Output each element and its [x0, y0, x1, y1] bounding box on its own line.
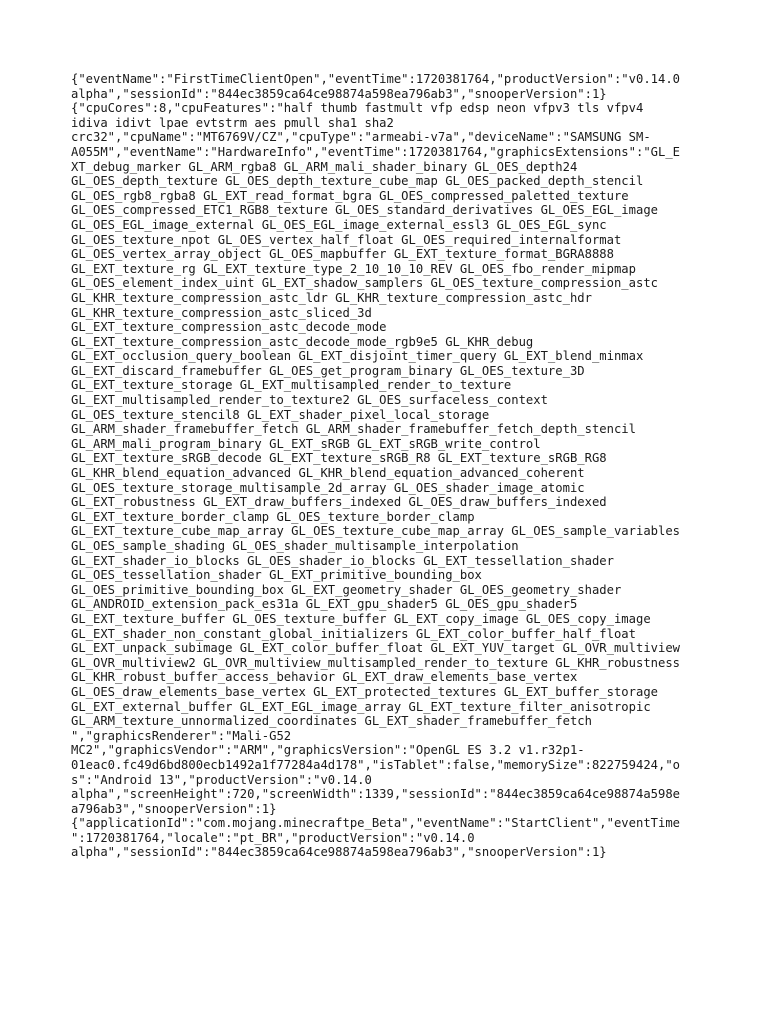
text-line: GL_EXT_unpack_subimage GL_EXT_color_buffer_float GL_EXT_YUV_target GL_OVR_multiview: [71, 641, 681, 656]
text-line: GL_EXT_discard_framebuffer GL_OES_get_program_binary GL_OES_texture_3D: [71, 363, 585, 378]
text-line: GL_OES_texture_storage_multisample_2d_array GL_OES_shader_image_atomic: [71, 480, 585, 495]
text-line: GL_OVR_multiview2 GL_OVR_multiview_multisampled_render_to_texture GL_KHR_robustness: [71, 655, 681, 670]
text-line: alpha","screenHeight":720,"screenWidth":1339,"sessionId":"844ec3859ca64ce98874a598e: [71, 787, 681, 802]
text-line: GL_EXT_texture_rg GL_EXT_texture_type_2_10_10_10_REV GL_OES_fbo_render_mipmap: [71, 261, 636, 276]
text-line: GL_ARM_texture_unnormalized_coordinates GL_EXT_shader_framebuffer_fetch: [71, 714, 592, 729]
text-line: GL_OES_texture_npot GL_OES_vertex_half_float GL_OES_required_internalformat: [71, 232, 622, 247]
text-line: {"eventName":"FirstTimeClientOpen","eventTime":1720381764,"productVersion":"v0.14.0: [71, 72, 681, 86]
text-line: GL_ANDROID_extension_pack_es31a GL_EXT_gpu_shader5 GL_OES_gpu_shader5: [71, 597, 578, 612]
text-line: GL_OES_compressed_ETC1_RGB8_texture GL_OES_standard_derivatives GL_OES_EGL_image: [71, 203, 658, 218]
text-line: GL_EXT_multisampled_render_to_texture2 GL_OES_surfaceless_context: [71, 393, 548, 408]
text-line: s":"Android 13","productVersion":"v0.14.0: [71, 772, 372, 787]
text-line: GL_OES_element_index_uint GL_EXT_shadow_samplers GL_OES_texture_compression_astc: [71, 276, 658, 291]
text-line: {"applicationId":"com.mojang.minecraftpe_Beta","eventName":"StartClient","eventTime: [71, 816, 681, 831]
text-line: GL_EXT_texture_cube_map_array GL_OES_texture_cube_map_array GL_OES_sample_variables: [71, 524, 681, 539]
text-line: idiva idivt lpae evtstrm aes pmull sha1 sha2: [71, 115, 394, 130]
text-line: GL_EXT_occlusion_query_boolean GL_EXT_disjoint_timer_query GL_EXT_blend_minmax: [71, 349, 644, 364]
text-line: crc32","cpuName":"MT6769V/CZ","cpuType":"armeabi-v7a","deviceName":"SAMSUNG SM-: [71, 130, 651, 145]
text-line: GL_OES_vertex_array_object GL_OES_mapbuffer GL_EXT_texture_format_BGRA8888: [71, 247, 614, 262]
text-line: GL_EXT_texture_buffer GL_OES_texture_buffer GL_EXT_copy_image GL_OES_copy_image: [71, 611, 651, 626]
log-text-block: [71, 72, 761, 860]
text-line: 01eac0.fc49d6bd800ecb1492a1f77284a4d178","isTablet":false,"memorySize":822759424,"o: [71, 757, 681, 772]
text-line: GL_EXT_texture_storage GL_EXT_multisampled_render_to_texture: [71, 378, 512, 393]
text-line: GL_OES_depth_texture GL_OES_depth_texture_cube_map GL_OES_packed_depth_stencil: [71, 174, 644, 189]
text-line: GL_EXT_texture_border_clamp GL_OES_texture_border_clamp: [71, 509, 475, 524]
text-line: GL_OES_sample_shading GL_OES_shader_multisample_interpolation: [71, 539, 519, 553]
text-line: GL_ARM_shader_framebuffer_fetch GL_ARM_shader_framebuffer_fetch_depth_stencil: [71, 422, 636, 437]
text-line: GL_KHR_robust_buffer_access_behavior GL_EXT_draw_elements_base_vertex: [71, 670, 578, 685]
text-line: GL_OES_primitive_bounding_box GL_EXT_geometry_shader GL_OES_geometry_shader: [71, 582, 622, 597]
text-line: MC2","graphicsVendor":"ARM","graphicsVersion":"OpenGL ES 3.2 v1.r32p1-: [71, 743, 585, 758]
text-line: a796ab3","snooperVersion":1}: [71, 801, 277, 816]
text-line: GL_EXT_shader_io_blocks GL_OES_shader_io_blocks GL_EXT_tessellation_shader: [71, 553, 614, 568]
text-line: GL_EXT_robustness GL_EXT_draw_buffers_indexed GL_OES_draw_buffers_indexed: [71, 495, 607, 510]
text-line: GL_OES_draw_elements_base_vertex GL_EXT_protected_textures GL_EXT_buffer_storage: [71, 684, 658, 699]
text-line: XT_debug_marker GL_ARM_rgba8 GL_ARM_mali_shader_binary GL_OES_depth24: [71, 159, 578, 174]
text-line: GL_OES_rgb8_rgba8 GL_EXT_read_format_bgra GL_OES_compressed_paletted_texture: [71, 188, 629, 203]
text-line: GL_KHR_blend_equation_advanced GL_KHR_blend_equation_advanced_coherent: [71, 466, 585, 481]
text-line: GL_EXT_texture_compression_astc_decode_mode_rgb9e5 GL_KHR_debug: [71, 334, 534, 349]
text-line: GL_OES_EGL_image_external GL_OES_EGL_image_external_essl3 GL_OES_EGL_sync: [71, 217, 607, 232]
text-line: A055M","eventName":"HardwareInfo","eventTime":1720381764,"graphicsExtensions":"GL_E: [71, 144, 681, 159]
text-line: GL_ARM_mali_program_binary GL_EXT_sRGB GL_EXT_sRGB_write_control: [71, 436, 541, 451]
text-line: GL_EXT_texture_compression_astc_decode_mode: [71, 320, 387, 335]
text-line: GL_KHR_texture_compression_astc_ldr GL_KHR_texture_compression_astc_hdr: [71, 290, 592, 305]
text-line: ":1720381764,"locale":"pt_BR","productVersion":"v0.14.0: [71, 830, 475, 845]
text-line: GL_KHR_texture_compression_astc_sliced_3d: [71, 305, 372, 320]
text-line: GL_OES_tessellation_shader GL_EXT_primitive_bounding_box: [71, 568, 482, 583]
text-line: GL_EXT_shader_non_constant_global_initializers GL_EXT_color_buffer_half_float: [71, 626, 636, 641]
text-line: alpha","sessionId":"844ec3859ca64ce98874a598ea796ab3","snooperVersion":1}: [71, 86, 607, 101]
text-line: alpha","sessionId":"844ec3859ca64ce98874a598ea796ab3","snooperVersion":1}: [71, 845, 607, 860]
text-line: ","graphicsRenderer":"Mali-G52: [71, 728, 292, 743]
text-line: GL_OES_texture_stencil8 GL_EXT_shader_pixel_local_storage: [71, 407, 490, 422]
text-line: GL_EXT_texture_sRGB_decode GL_EXT_texture_sRGB_R8 GL_EXT_texture_sRGB_RG8: [71, 451, 607, 466]
text-line: GL_EXT_external_buffer GL_EXT_EGL_image_array GL_EXT_texture_filter_anisotropic: [71, 699, 651, 714]
text-line: {"cpuCores":8,"cpuFeatures":"half thumb fastmult vfp edsp neon vfpv3 tls vfpv4: [71, 101, 644, 116]
